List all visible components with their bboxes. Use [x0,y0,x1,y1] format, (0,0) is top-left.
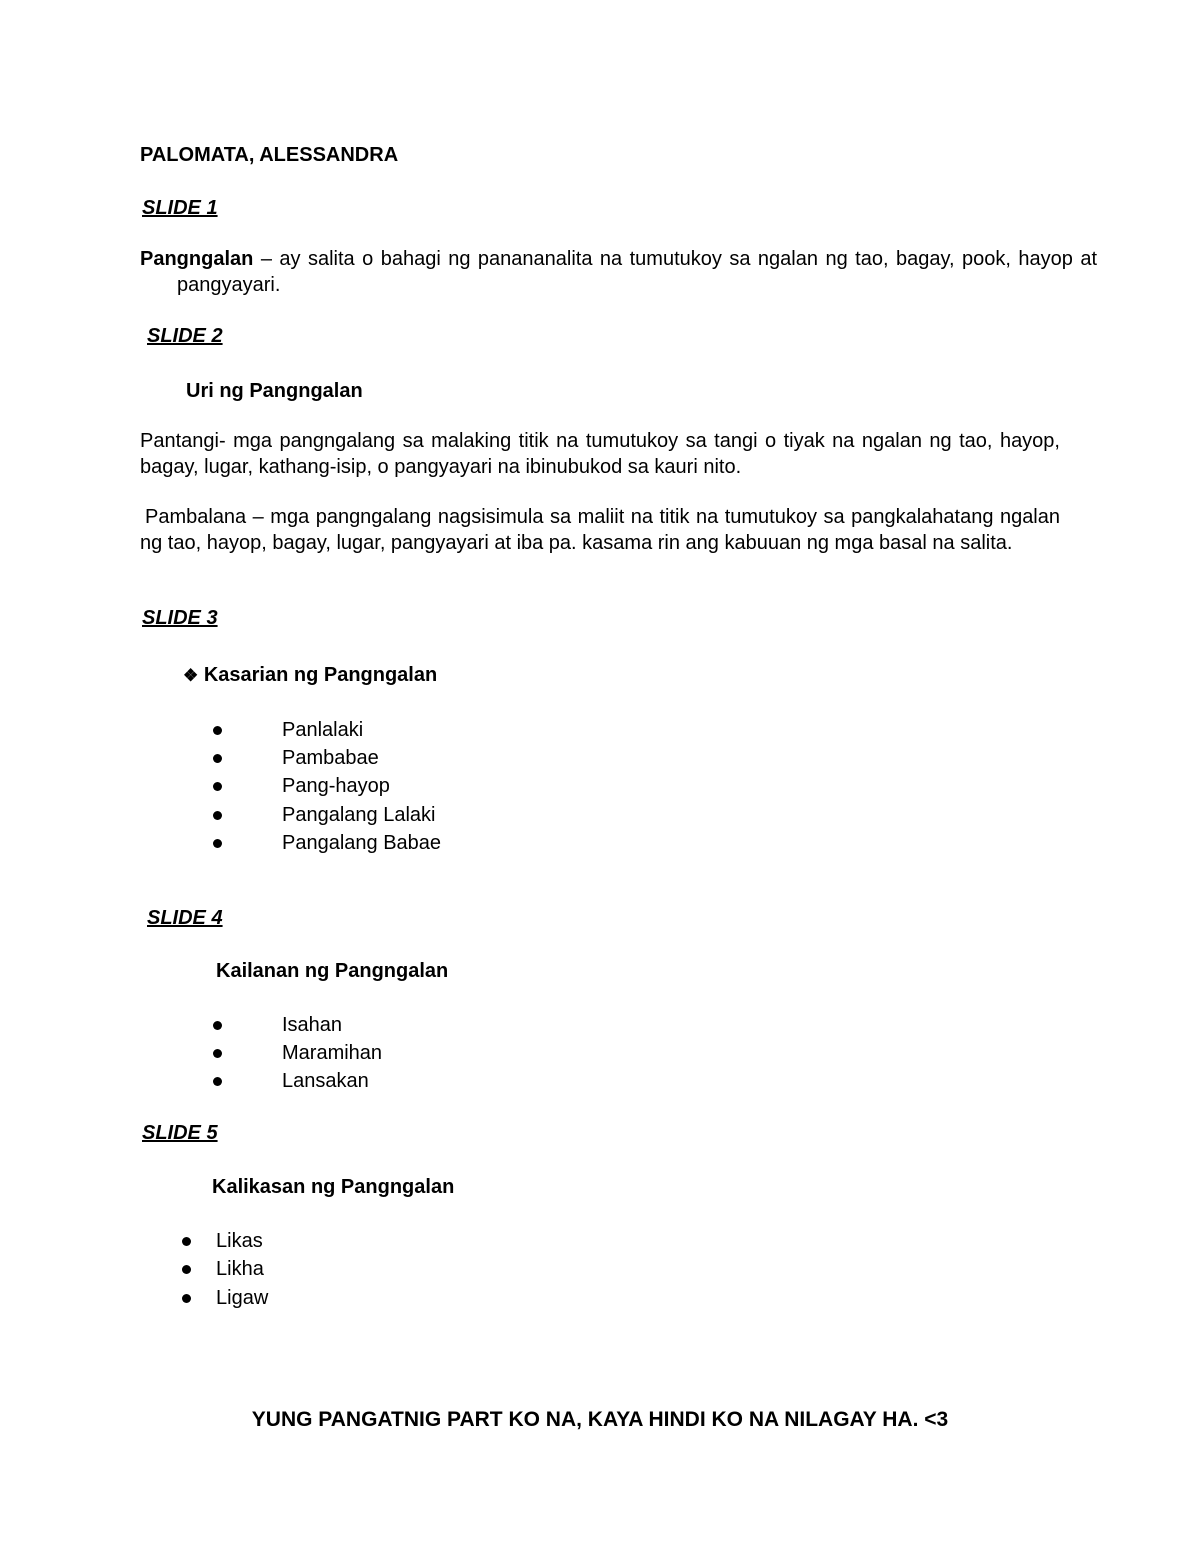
slide-5-label: SLIDE 5 [142,1122,218,1144]
list-item: Likha [216,1258,264,1280]
slide-1-label: SLIDE 1 [142,197,218,219]
list-item: Pangalang Babae [282,832,442,854]
pantangi-paragraph: Pantangi- mga pangngalang sa malaking titik na tumutukoy sa tangi o tiyak na ngalan ng tao, hayop, bagay, lugar, kathang-isip, o pangyayari na ibinubukod sa kauri nito. [140,430,1060,478]
bullet-icon [213,839,222,848]
kailanan-heading: Kailanan ng Pangngalan [216,960,449,982]
kasarian-heading-text: Kasarian ng Pangngalan [203,664,438,686]
bullet-icon [213,1049,222,1058]
author-name: PALOMATA, ALESSANDRA [140,144,399,166]
uri-heading: Uri ng Pangngalan [186,380,363,402]
pangngalan-term: Pangngalan [140,248,254,270]
bullet-icon [213,1021,222,1030]
bullet-icon [213,754,222,763]
slide-4-label: SLIDE 4 [147,907,223,929]
bullet-icon [182,1265,191,1274]
list-item: Pangalang Lalaki [282,804,436,826]
kalikasan-heading: Kalikasan ng Pangngalan [212,1176,455,1198]
diamond-bullet-icon: ❖ [183,666,199,685]
kasarian-heading [183,662,437,689]
list-item: Isahan [282,1014,343,1036]
list-item: Maramihan [282,1042,383,1064]
list-item: Pang-hayop [282,775,390,797]
list-item: Ligaw [216,1287,269,1309]
list-item: Panlalaki [282,719,364,741]
bullet-icon [213,782,222,791]
slide-2-label: SLIDE 2 [147,325,223,347]
bullet-icon [213,811,222,820]
list-item: Lansakan [282,1070,369,1092]
bullet-icon [182,1237,191,1246]
bullet-icon [213,726,222,735]
list-item: Pambabae [282,747,379,769]
list-item: Likas [216,1230,263,1252]
slide-3-label: SLIDE 3 [142,607,218,629]
closing-note: YUNG PANGATNIG PART KO NA, KAYA HINDI KO NA NILAGAY HA. <3 [251,1408,949,1431]
pangngalan-definition [140,246,1097,298]
bullet-icon [213,1077,222,1086]
pangngalan-definition-text: – ay salita o bahagi ng panananalita na tumutukoy sa ngalan ng tao, bagay, pook, hayop at pangyayari. [177,248,1097,296]
bullet-icon [182,1294,191,1303]
pambalana-paragraph: Pambalana – mga pangngalang nagsisimula sa maliit na titik na tumutukoy sa pangkalahatang ngalan ng tao, hayop, bagay, lugar, pangyayari at iba pa. kasama rin ang kabuuan ng mga basal na salita. [140,506,1060,554]
